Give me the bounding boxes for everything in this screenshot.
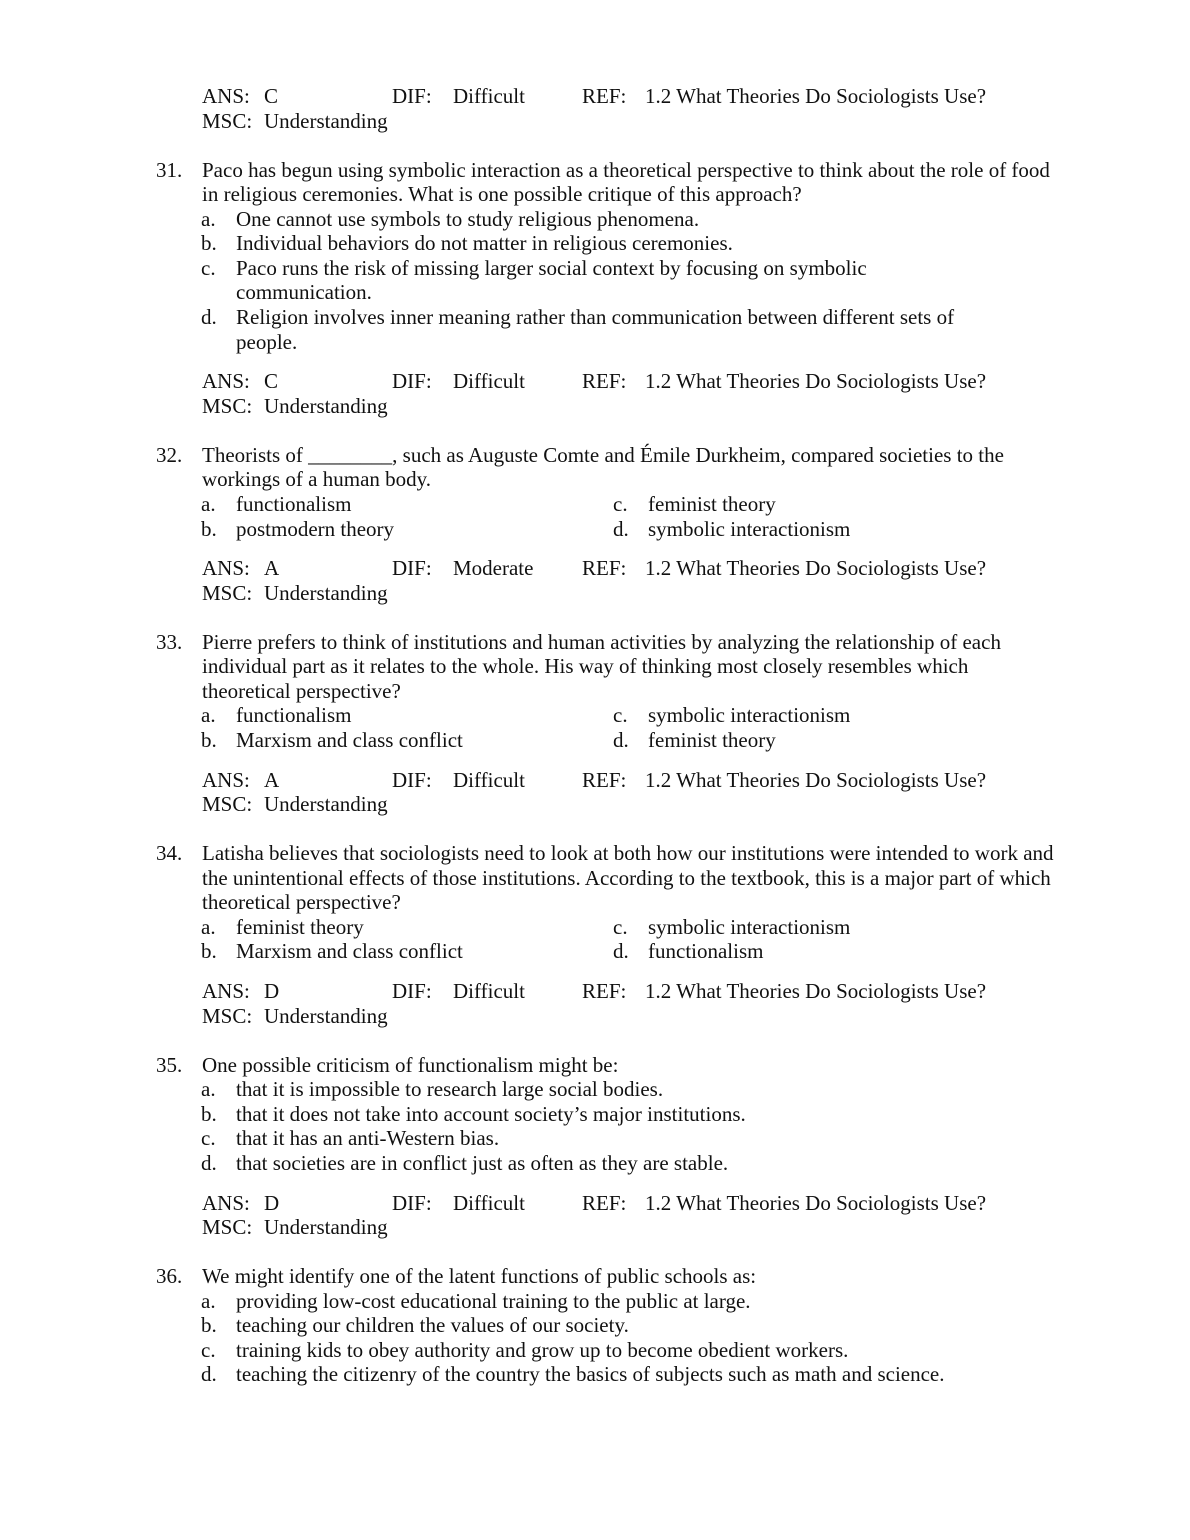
option-b	[201, 939, 463, 964]
question-number: 35.	[156, 1052, 183, 1077]
option-letter: b.	[201, 939, 217, 964]
ans-label: ANS:	[202, 767, 250, 792]
ans-label: ANS:	[202, 979, 250, 1004]
option-text: functionalism	[648, 939, 764, 964]
ref-value: 1.2 What Theories Do Sociologists Use?	[645, 1190, 987, 1215]
option-letter: d.	[613, 728, 629, 752]
option-letter: a.	[201, 1077, 216, 1102]
option-letter: d.	[201, 1362, 217, 1387]
option-b	[201, 516, 395, 542]
ref-label: REF:	[582, 369, 627, 394]
answer-meta	[202, 768, 1190, 818]
dif-label: DIF:	[392, 369, 432, 394]
option-a	[201, 703, 352, 728]
answer-meta	[202, 556, 1190, 606]
option-letter: c.	[201, 1337, 216, 1362]
option-letter: d.	[613, 939, 629, 964]
option-text: teaching the citizenry of the country the basics of subjects such as math and science.	[236, 1362, 945, 1387]
question-stem	[156, 629, 1052, 704]
option-text: that societies are in conflict just as often as they are stable.	[236, 1150, 729, 1175]
ans-value: D	[264, 979, 280, 1004]
option-text: feminist theory	[648, 491, 776, 516]
option-text: that it is impossible to research large social bodies.	[236, 1077, 664, 1102]
option-text: symbolic interactionism	[648, 516, 851, 541]
msc-label: MSC:	[202, 792, 253, 817]
option-letter: a.	[201, 1288, 216, 1313]
option-letter: b.	[201, 728, 217, 752]
ans-value: A	[264, 767, 280, 792]
option-letter: c.	[613, 703, 628, 728]
question-text: We might identify one of the latent functions of public schools as:	[202, 1264, 757, 1289]
ref-label: REF:	[582, 556, 627, 581]
msc-value: Understanding	[264, 1003, 388, 1028]
dif-label: DIF:	[392, 84, 432, 108]
question-stem	[156, 1052, 1052, 1078]
ref-value: 1.2 What Theories Do Sociologists Use?	[645, 556, 987, 581]
question-stem	[156, 157, 1052, 207]
option-text: Marxism and class conflict	[236, 728, 463, 752]
option-letter: b.	[201, 231, 217, 256]
answer-meta	[202, 1191, 1190, 1241]
option-text: Paco runs the risk of missing larger social context by focusing on symbolic communication.	[236, 255, 867, 305]
question-33	[0, 630, 1190, 817]
dif-value: Difficult	[453, 84, 525, 108]
answer-meta	[202, 979, 1190, 1029]
question-text: Latisha believes that sociologists need to look at both how our institutions were intended to work and the unintentional effects of those institutions. According to the textbook, this is a major part of which theoretical perspective?	[202, 841, 1054, 915]
ans-value: D	[264, 1190, 280, 1215]
msc-label: MSC:	[202, 1003, 253, 1028]
option-letter: a.	[201, 914, 216, 939]
ref-label: REF:	[582, 979, 627, 1004]
option-letter: c.	[613, 491, 628, 516]
option-d	[613, 516, 851, 542]
question-text: One possible criticism of functionalism might be:	[202, 1052, 619, 1077]
ans-label: ANS:	[202, 556, 250, 581]
ans-label: ANS:	[202, 369, 250, 394]
answer-meta	[202, 369, 1190, 419]
option-text: that it does not take into account society’s major institutions.	[236, 1101, 746, 1126]
question-number: 34.	[156, 841, 183, 866]
ans-label: ANS:	[202, 84, 250, 108]
option-letter: b.	[201, 516, 217, 541]
option-letter: a.	[201, 703, 216, 728]
question-text: Pierre prefers to think of institutions and human activities by analyzing the relationship of each individual part as it relates to the whole. His way of thinking most closely resembles which theoretical perspective?	[202, 629, 1001, 703]
option-a	[201, 1077, 1016, 1102]
dif-value: Difficult	[453, 1190, 525, 1215]
question-text: Paco has begun using symbolic interaction as a theoretical perspective to think about the role of food in religious ceremonies. What is one possible critique of this approach?	[202, 157, 1050, 207]
option-c	[201, 255, 886, 305]
option-text: functionalism	[236, 703, 352, 728]
question-stem	[156, 841, 1062, 915]
option-letter: d.	[201, 1150, 217, 1175]
option-b	[201, 231, 1016, 256]
option-letter: b.	[201, 1101, 217, 1126]
question-number: 36.	[156, 1264, 183, 1289]
msc-label: MSC:	[202, 580, 253, 605]
option-letter: a.	[201, 206, 216, 231]
option-letter: d.	[613, 516, 629, 541]
question-stem	[156, 442, 1052, 492]
option-c	[201, 1337, 1016, 1363]
option-letter: c.	[201, 255, 216, 280]
option-b	[201, 728, 463, 753]
option-a	[201, 1288, 1016, 1314]
option-text: feminist theory	[648, 728, 776, 752]
option-letter: d.	[201, 305, 217, 330]
msc-label: MSC:	[202, 393, 253, 418]
dif-value: Moderate	[453, 556, 534, 581]
option-text: Individual behaviors do not matter in religious ceremonies.	[236, 231, 733, 256]
option-d	[201, 1362, 1016, 1387]
msc-value: Understanding	[264, 108, 388, 133]
msc-value: Understanding	[264, 1215, 388, 1240]
option-b	[201, 1313, 1016, 1338]
ans-value: C	[264, 84, 279, 108]
ans-label: ANS:	[202, 1190, 250, 1215]
option-c	[201, 1126, 1016, 1151]
msc-value: Understanding	[264, 393, 388, 418]
option-grid	[0, 492, 1190, 541]
exam-page	[0, 84, 1190, 1387]
option-a	[201, 914, 364, 940]
question-35	[0, 1053, 1190, 1240]
dif-value: Difficult	[453, 767, 525, 792]
option-text: providing low-cost educational training to the public at large.	[236, 1288, 751, 1313]
question-stem	[156, 1264, 1052, 1289]
option-text: One cannot use symbols to study religious phenomena.	[236, 206, 700, 231]
ref-value: 1.2 What Theories Do Sociologists Use?	[645, 84, 987, 108]
option-d	[201, 305, 976, 354]
msc-value: Understanding	[264, 792, 388, 817]
msc-value: Understanding	[264, 580, 388, 605]
msc-label: MSC:	[202, 108, 253, 133]
option-text: Religion involves inner meaning rather than communication between different sets of people.	[236, 305, 955, 354]
dif-value: Difficult	[453, 369, 525, 394]
option-text: training kids to obey authority and grow up to become obedient workers.	[236, 1337, 849, 1362]
option-grid	[0, 703, 1190, 752]
ref-value: 1.2 What Theories Do Sociologists Use?	[645, 369, 987, 394]
question-36	[0, 1264, 1190, 1387]
option-text: postmodern theory	[236, 516, 395, 541]
option-a	[201, 206, 1016, 232]
option-d	[201, 1150, 1016, 1176]
ref-value: 1.2 What Theories Do Sociologists Use?	[645, 979, 987, 1004]
dif-label: DIF:	[392, 767, 432, 792]
answer-meta-q30	[202, 84, 1190, 134]
option-c	[613, 914, 851, 940]
question-number: 31.	[156, 157, 183, 182]
option-b	[201, 1101, 1016, 1127]
option-text: feminist theory	[236, 914, 364, 939]
option-letter: c.	[613, 914, 628, 939]
option-d	[613, 728, 776, 753]
option-a	[201, 491, 352, 517]
option-text: functionalism	[236, 491, 352, 516]
ans-value: A	[264, 556, 280, 581]
dif-label: DIF:	[392, 556, 432, 581]
option-text: Marxism and class conflict	[236, 939, 463, 964]
option-grid	[0, 915, 1190, 964]
question-31	[0, 158, 1190, 419]
option-letter: b.	[201, 1313, 217, 1338]
dif-value: Difficult	[453, 979, 525, 1004]
option-text: teaching our children the values of our society.	[236, 1313, 629, 1338]
dif-label: DIF:	[392, 979, 432, 1004]
msc-label: MSC:	[202, 1215, 253, 1240]
ref-label: REF:	[582, 84, 627, 108]
question-32	[0, 443, 1190, 606]
option-letter: a.	[201, 491, 216, 516]
option-c	[613, 491, 776, 517]
option-c	[613, 703, 851, 728]
option-text: symbolic interactionism	[648, 914, 851, 939]
option-letter: c.	[201, 1126, 216, 1151]
option-text: that it has an anti-Western bias.	[236, 1126, 500, 1151]
question-34	[0, 841, 1190, 1028]
ref-value: 1.2 What Theories Do Sociologists Use?	[645, 767, 987, 792]
option-d	[613, 939, 764, 964]
question-number: 32.	[156, 442, 183, 467]
question-text: Theorists of ________, such as Auguste Comte and Émile Durkheim, compared societies to the workings of a human body.	[202, 442, 1004, 492]
question-number: 33.	[156, 629, 183, 654]
ans-value: C	[264, 369, 279, 394]
ref-label: REF:	[582, 1190, 627, 1215]
dif-label: DIF:	[392, 1190, 432, 1215]
option-text: symbolic interactionism	[648, 703, 851, 728]
ref-label: REF:	[582, 767, 627, 792]
